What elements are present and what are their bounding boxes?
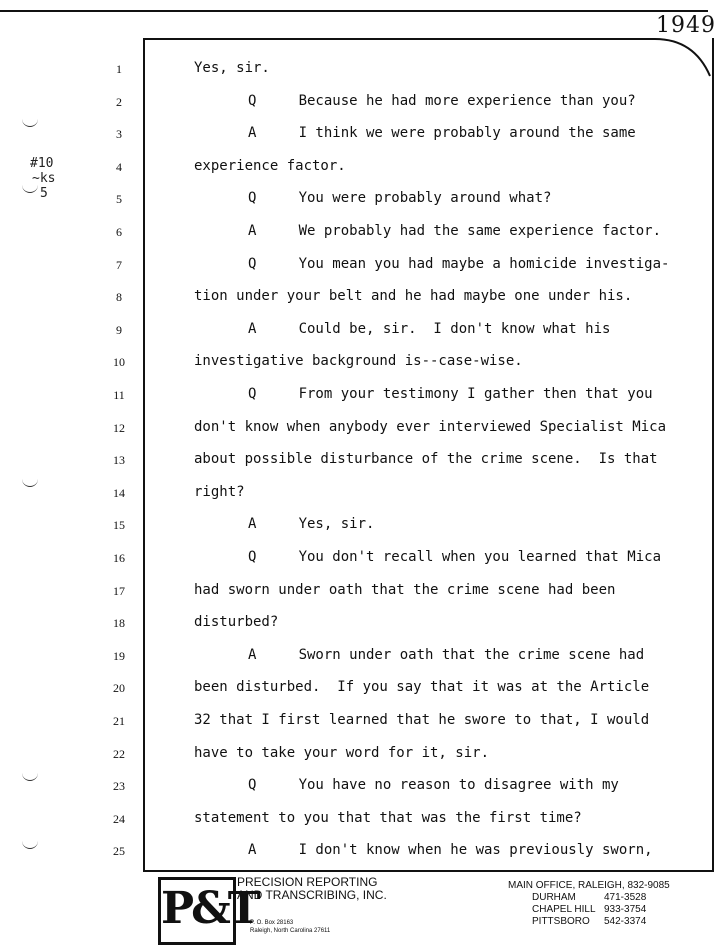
transcript-line: experience factor. — [194, 157, 346, 174]
frame-corner-curve — [654, 38, 714, 78]
binder-hole-mark — [22, 478, 38, 487]
company-address — [250, 919, 330, 935]
line-number: 2 — [116, 94, 122, 109]
line-number: 19 — [113, 648, 125, 663]
company-logo: P&T — [158, 877, 236, 945]
line-number: 24 — [113, 811, 125, 826]
top-rule — [0, 10, 708, 12]
office-phone: 933-3754 — [604, 904, 647, 915]
line-number: 17 — [113, 583, 125, 598]
line-number: 14 — [113, 485, 125, 500]
transcript-line: been disturbed. If you say that it was at the Article — [194, 679, 650, 696]
transcript-line: A I think we were probably around the same — [248, 125, 636, 142]
transcript-line: Q Because he had more experience than you? — [248, 92, 636, 109]
transcript-line: statement to you that that was the first time? — [194, 809, 582, 826]
office-row — [508, 904, 708, 916]
line-number: 20 — [113, 681, 125, 696]
line-number: 12 — [113, 420, 125, 435]
line-number: 7 — [116, 257, 122, 272]
office-row — [508, 892, 708, 904]
office-city: DURHAM — [532, 892, 576, 903]
margin-note-3: 5 — [40, 186, 48, 201]
transcript-line: A Could be, sir. I don't know what his — [248, 320, 611, 337]
line-number: 21 — [113, 714, 125, 728]
line-number: 9 — [116, 322, 122, 337]
line-number: 10 — [113, 355, 125, 370]
transcript-line: Yes, sir. — [194, 60, 270, 76]
line-number: 3 — [116, 127, 122, 142]
transcript-line: have to take your word for it, sir. — [194, 744, 490, 761]
binder-hole-mark — [22, 118, 38, 127]
transcript-line: A Yes, sir. — [248, 516, 375, 533]
transcript-line: right? — [194, 483, 245, 500]
line-number: 6 — [116, 225, 122, 239]
binder-hole-mark — [22, 772, 38, 781]
line-number: 11 — [113, 388, 125, 402]
page-number: 1949 — [656, 13, 716, 38]
line-number: 16 — [113, 551, 125, 565]
company-name-line1: PRECISION REPORTING — [237, 875, 378, 889]
line-number: 4 — [116, 159, 122, 174]
line-number: 23 — [113, 779, 125, 794]
main-office: MAIN OFFICE, RALEIGH, 832-9085 — [508, 880, 670, 891]
transcript-line: A We probably had the same experience factor. — [248, 223, 662, 239]
line-number: 13 — [113, 453, 125, 468]
binder-hole-mark — [22, 840, 38, 849]
city-line: Raleigh, North Carolina 27611 — [250, 928, 331, 934]
office-city: CHAPEL HILL — [532, 904, 596, 915]
margin-note-1: #10 — [30, 156, 54, 171]
office-row — [508, 916, 708, 928]
margin-note-2: ~ks — [32, 171, 56, 186]
binder-hole-mark — [22, 184, 38, 193]
transcript-line: A I don't know when he was previously sworn, — [248, 842, 653, 859]
transcript-line: Q You don't recall when you learned that Mica — [248, 549, 662, 565]
company-name — [237, 876, 387, 902]
office-city: PITTSBORO — [532, 916, 590, 927]
office-list — [508, 880, 708, 928]
company-name-line2: AND TRANSCRIBING, INC. — [237, 888, 387, 902]
line-number: 22 — [113, 746, 125, 761]
transcript-line: had sworn under oath that the crime scene had been — [194, 581, 616, 598]
line-number: 8 — [116, 290, 122, 305]
transcript-line: 32 that I first learned that he swore to that, I would — [194, 712, 650, 728]
line-number: 25 — [113, 844, 125, 859]
transcript-line: about possible disturbance of the crime scene. Is that — [194, 451, 658, 468]
transcript-line: Q You mean you had maybe a homicide investiga- — [248, 255, 670, 272]
transcript-line: don't know when anybody ever interviewed Specialist Mica — [194, 418, 667, 435]
office-phone: 471-3528 — [604, 892, 647, 903]
line-number: 5 — [116, 192, 122, 207]
po-box: P. O. Box 28163 — [250, 920, 294, 926]
line-number: 18 — [113, 616, 125, 631]
line-number: 1 — [116, 62, 122, 76]
line-number: 15 — [113, 518, 125, 533]
transcript-line: Q You were probably around what? — [248, 190, 552, 207]
transcript-line: tion under your belt and he had maybe one under his. — [194, 288, 633, 305]
transcript-line: Q You have no reason to disagree with my — [248, 777, 619, 794]
transcript-line: disturbed? — [194, 614, 279, 631]
transcript-line: A Sworn under oath that the crime scene had — [248, 646, 645, 663]
office-phone: 542-3374 — [604, 916, 647, 927]
transcript-line: Q From your testimony I gather then that you — [248, 386, 653, 402]
transcript-line: investigative background is--case-wise. — [194, 353, 523, 370]
